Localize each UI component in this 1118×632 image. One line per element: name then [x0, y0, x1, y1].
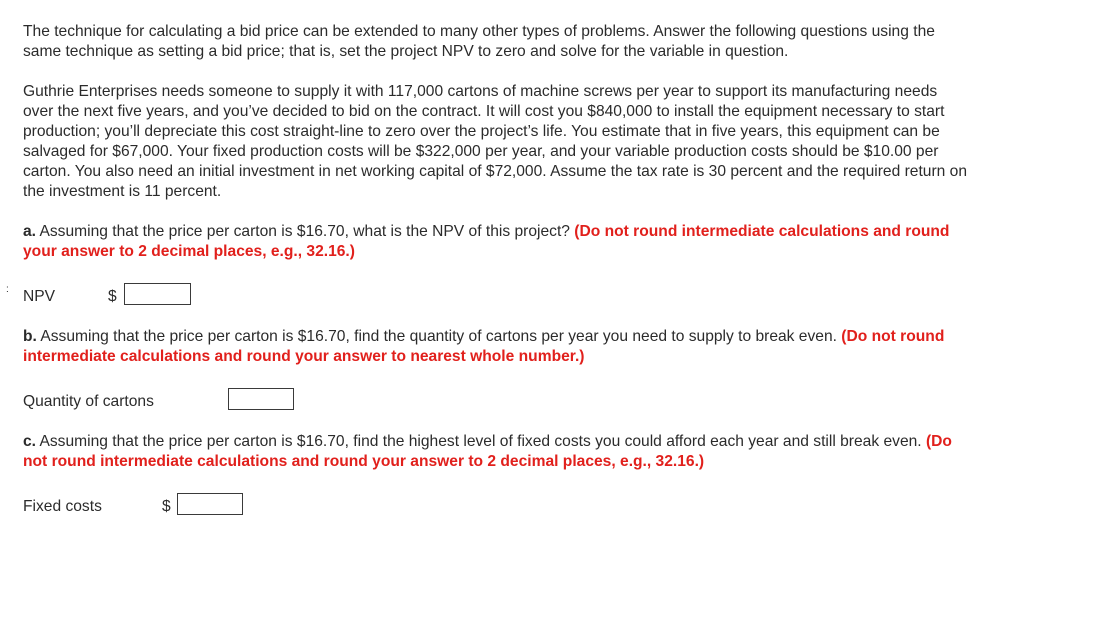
question-a-letter: a.: [23, 223, 37, 240]
fixed-costs-label: Fixed costs: [23, 498, 102, 515]
answer-row-a: [23, 283, 968, 311]
npv-label: NPV: [23, 288, 56, 305]
question-a-text: Assuming that the price per carton is $16.70, what is the NPV of this project?: [36, 223, 575, 240]
question-b-instruction: (Do not round intermediate calculations and round your answer to nearest whole number.): [23, 328, 945, 365]
answer-row-c: [23, 493, 968, 521]
npv-input[interactable]: [124, 283, 191, 305]
fixed-costs-currency-symbol: $: [162, 498, 171, 515]
left-margin-mark: :: [6, 284, 9, 295]
quantity-label: Quantity of cartons: [23, 393, 154, 410]
answer-row-b: [23, 388, 968, 416]
question-c-letter: c.: [23, 433, 37, 450]
question-b-letter: b.: [23, 328, 37, 345]
question-c: [23, 432, 968, 472]
fixed-costs-input[interactable]: [177, 493, 243, 515]
question-content: [23, 22, 968, 521]
intro-paragraph: The technique for calculating a bid price can be extended to many other types of problems. Answer the following questions using the same technique as setting a bid price; that is, set the project NPV to zero and solve for the variable in question.: [23, 23, 935, 60]
question-c-instruction: (Do not round intermediate calculations and round your answer to 2 decimal places, e.g., 32.16.): [23, 433, 952, 470]
question-b: [23, 327, 968, 367]
quantity-input[interactable]: [228, 388, 294, 410]
question-a: [23, 222, 968, 262]
question-b-text: Assuming that the price per carton is $16.70, find the quantity of cartons per year you need to supply to break even.: [36, 328, 842, 345]
question-c-text: Assuming that the price per carton is $16.70, find the highest level of fixed costs you could afford each year and still break even.: [36, 433, 926, 450]
scenario-paragraph: Guthrie Enterprises needs someone to supply it with 117,000 cartons of machine screws per year to support its manufacturing needs over the next five years, and you’ve decided to bid on the contract. It will cost you $840,000 to install the equipment necessary to start production; you’ll depreciate this cost straight-line to zero over the project’s life. You estimate that in five years, this equipment can be salvaged for $67,000. Your fixed production costs will be $322,000 per year, and your variable production costs should be $10.00 per carton. You also need an initial investment in net working capital of $72,000. Assume the tax rate is 30 percent and the required return on the investment is 11 percent.: [23, 83, 968, 200]
npv-currency-symbol: $: [108, 288, 117, 305]
question-a-instruction: (Do not round intermediate calculations and round your answer to 2 decimal places, e.g., 32.16.): [23, 223, 950, 260]
